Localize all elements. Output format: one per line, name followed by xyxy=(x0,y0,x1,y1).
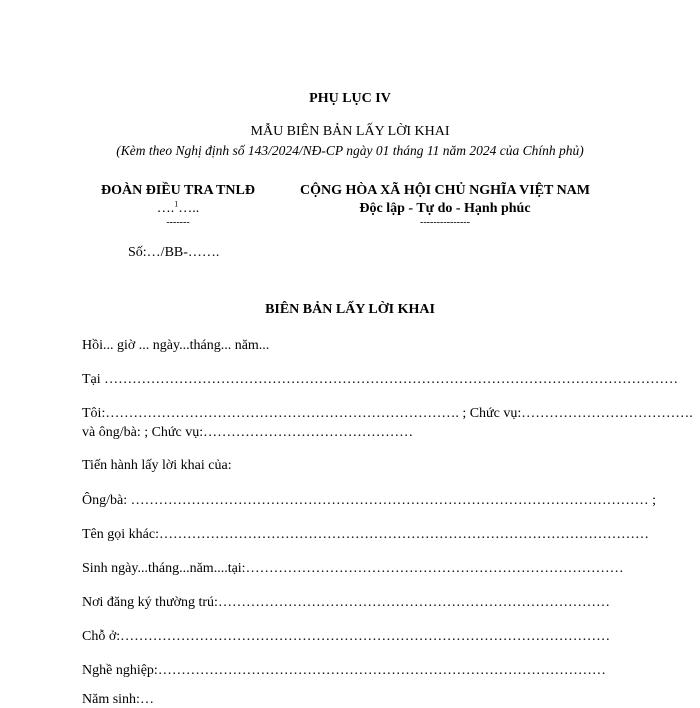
investigation-team-name: ĐOÀN ĐIỀU TRA TNLĐ xyxy=(101,183,255,198)
field-birth: Sinh ngày...tháng...năm....tại:……………………………………………………………………… xyxy=(82,561,624,576)
field-occupation: Nghề nghiệp:…………………………………………………………………………………… xyxy=(82,663,606,678)
document-title: BIÊN BẢN LẤY LỜI KHAI xyxy=(265,302,435,317)
field-alias: Tên gọi khác:…………………………………………………………………………………………… xyxy=(82,527,649,542)
field-birth-year: Năm sinh:… xyxy=(82,692,154,707)
nation-motto: Độc lập - Tự do - Hạnh phúc xyxy=(359,201,531,216)
appendix-label: PHỤ LỤC IV xyxy=(309,91,391,106)
nation-name: CỘNG HÒA XÃ HỘI CHỦ NGHĨA VIỆT NAM xyxy=(299,183,590,198)
field-intro: Tiến hành lấy lời khai của: xyxy=(82,458,232,473)
decree-note: (Kèm theo Nghị định số 143/2024/NĐ-CP ngày 01 tháng 11 năm 2024 của Chính phủ) xyxy=(116,143,584,158)
team-placeholder-post: ….. xyxy=(178,201,200,216)
form-title: MẪU BIÊN BẢN LẤY LỜI KHAI xyxy=(250,124,450,139)
left-divider: ------- xyxy=(166,217,190,228)
footnote-mark: 1 xyxy=(174,199,179,209)
team-placeholder-pre: …. xyxy=(156,201,175,216)
field-location: Tại …………………………………………………………………………………………………………… xyxy=(82,372,679,387)
field-co-interviewer: và ông/bà: ; Chức vụ:……………………………………… xyxy=(82,425,414,440)
field-name: Ông/bà: ………………………………………………………………………………………………… ; xyxy=(82,493,656,508)
team-placeholder xyxy=(78,201,278,217)
document-number: Số:…/BB-……. xyxy=(128,245,220,260)
field-current-address: Chỗ ở:…………………………………………………………………………………………… xyxy=(82,629,611,644)
field-interviewer: Tôi:…………………………………………………………………. ; Chức vụ:………………………………. xyxy=(82,406,693,421)
field-time: Hồi... giờ ... ngày...tháng... năm... xyxy=(82,338,270,353)
right-divider: --------------- xyxy=(420,217,470,228)
field-permanent-address: Nơi đăng ký thường trú:………………………………………………………………………… xyxy=(82,595,610,610)
